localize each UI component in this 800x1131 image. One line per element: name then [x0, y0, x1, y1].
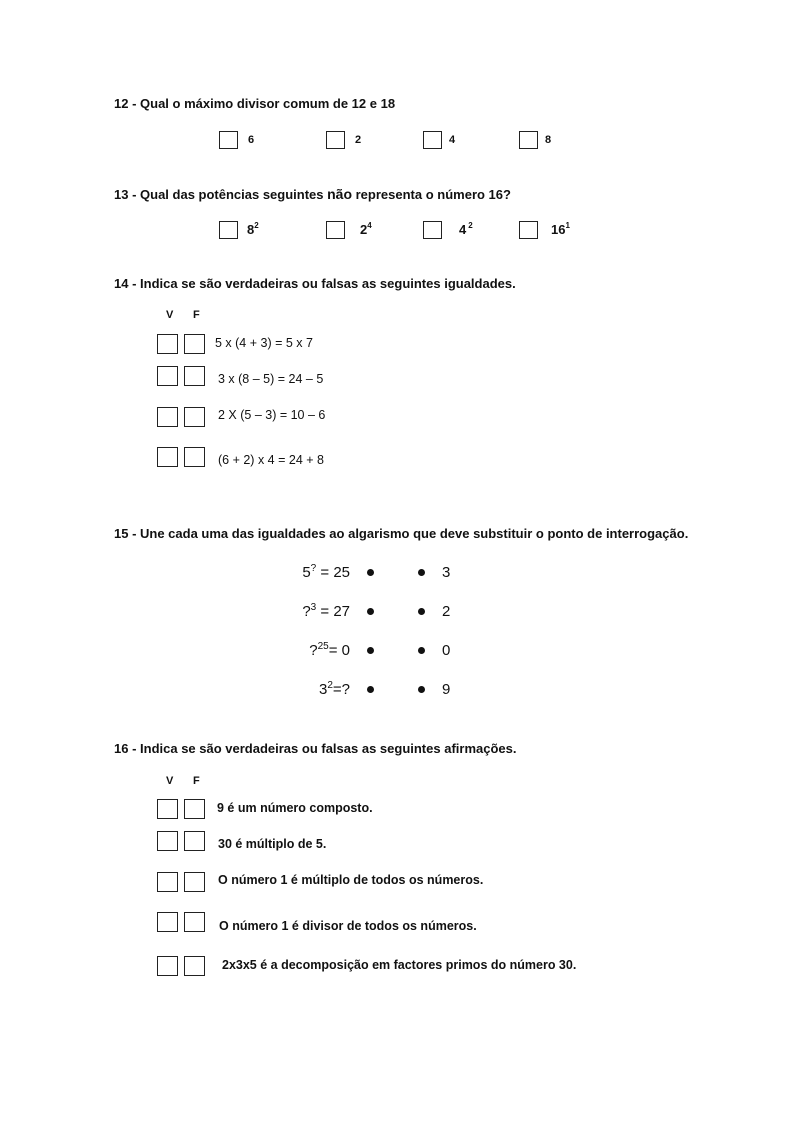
q16-f-header: F	[193, 775, 200, 787]
q15-answer-4: 9	[442, 681, 451, 698]
q12-option-4-checkbox[interactable]	[519, 131, 538, 149]
question-13-title	[114, 186, 511, 202]
q13-title-pre: 13 - Qual das potências seguintes	[114, 187, 328, 202]
q14-row-4-true-checkbox[interactable]	[157, 447, 178, 467]
q12-option-3-checkbox[interactable]	[423, 131, 442, 149]
q16-statement-3: O número 1 é múltiplo de todos os números.	[218, 873, 484, 887]
question-12-title: 12 - Qual o máximo divisor comum de 12 e 18	[114, 96, 396, 111]
q13-option-4-label: $16^1$	[551, 220, 570, 237]
q16-row-4-false-checkbox[interactable]	[184, 912, 205, 932]
q14-row-3-false-checkbox[interactable]	[184, 407, 205, 427]
q15-right-dot-2[interactable]	[418, 608, 425, 615]
q15-right-dot-3[interactable]	[418, 647, 425, 654]
q13-option-1-checkbox[interactable]	[219, 221, 238, 239]
question-15-title: 15 - Une cada uma das igualdades ao algarismo que deve substituir o ponto de interrogação.	[114, 526, 689, 541]
q14-row-2-false-checkbox[interactable]	[184, 366, 205, 386]
q15-right-dot-4[interactable]	[418, 686, 425, 693]
q15-answer-2: 2	[442, 603, 451, 620]
q16-v-header: V	[166, 775, 174, 787]
q15-left-dot-3[interactable]	[367, 647, 374, 654]
q12-option-2-label: 2	[355, 134, 362, 146]
q14-row-1-true-checkbox[interactable]	[157, 334, 178, 354]
q14-statement-1: 5 x (4 + 3) = 5 x 7	[215, 336, 313, 350]
q15-left-dot-2[interactable]	[367, 608, 374, 615]
q14-row-1-false-checkbox[interactable]	[184, 334, 205, 354]
q16-row-1-false-checkbox[interactable]	[184, 799, 205, 819]
q16-row-4-true-checkbox[interactable]	[157, 912, 178, 932]
q13-option-2-label: $2^4$	[360, 220, 372, 237]
q14-statement-4: (6 + 2) x 4 = 24 + 8	[218, 453, 324, 467]
q13-title-post: representa o número 16?	[352, 187, 511, 202]
q16-statement-5: 2x3x5 é a decomposição em factores primos do número 30.	[222, 958, 577, 972]
q15-left-dot-1[interactable]	[367, 569, 374, 576]
q16-row-3-true-checkbox[interactable]	[157, 872, 178, 892]
q16-statement-2: 30 é múltiplo de 5.	[218, 837, 327, 851]
q14-row-4-false-checkbox[interactable]	[184, 447, 205, 467]
question-14-title: 14 - Indica se são verdadeiras ou falsas as seguintes igualdades.	[114, 276, 516, 291]
q15-expression-2: ?$^3$ = 27	[302, 602, 350, 620]
q16-statement-1: 9 é um número composto.	[217, 801, 373, 815]
q13-option-4-checkbox[interactable]	[519, 221, 538, 239]
q14-row-3-true-checkbox[interactable]	[157, 407, 178, 427]
q13-option-2-checkbox[interactable]	[326, 221, 345, 239]
q16-statement-4: O número 1 é divisor de todos os números.	[219, 919, 477, 933]
q12-option-2-checkbox[interactable]	[326, 131, 345, 149]
q15-answer-3: 0	[442, 642, 451, 659]
q15-expression-3: ?$^{25}$= 0	[309, 641, 350, 659]
q12-option-4-label: 8	[545, 134, 552, 146]
q13-option-3-label: 4 $^2$	[459, 220, 473, 237]
q16-row-1-true-checkbox[interactable]	[157, 799, 178, 819]
q15-left-dot-4[interactable]	[367, 686, 374, 693]
q16-row-2-false-checkbox[interactable]	[184, 831, 205, 851]
q14-f-header: F	[193, 309, 200, 321]
q12-option-1-checkbox[interactable]	[219, 131, 238, 149]
q14-statement-2: 3 x (8 – 5) = 24 – 5	[218, 372, 324, 386]
q16-row-2-true-checkbox[interactable]	[157, 831, 178, 851]
q12-option-3-label: 4	[449, 134, 456, 146]
q13-option-3-checkbox[interactable]	[423, 221, 442, 239]
q15-expression-4: $3^2=$?	[318, 680, 350, 698]
q14-row-2-true-checkbox[interactable]	[157, 366, 178, 386]
q16-row-3-false-checkbox[interactable]	[184, 872, 205, 892]
q13-title-emphasis: não	[327, 186, 353, 202]
q15-expression-1: 5? = 25	[302, 563, 350, 581]
question-16-title: 16 - Indica se são verdadeiras ou falsas as seguintes afirmações.	[114, 741, 517, 756]
q15-right-dot-1[interactable]	[418, 569, 425, 576]
q13-option-1-label: $8^2$	[247, 220, 259, 237]
q14-statement-3: 2 X (5 – 3) = 10 – 6	[218, 408, 326, 422]
q15-answer-1: 3	[442, 564, 451, 581]
q14-v-header: V	[166, 309, 174, 321]
q16-row-5-true-checkbox[interactable]	[157, 956, 178, 976]
q16-row-5-false-checkbox[interactable]	[184, 956, 205, 976]
q12-option-1-label: 6	[248, 134, 255, 146]
